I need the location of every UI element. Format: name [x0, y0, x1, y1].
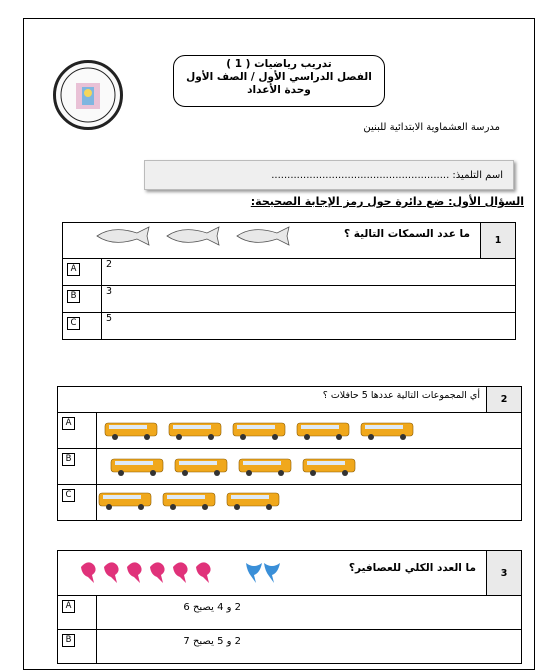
pink-bird-icon — [170, 559, 192, 585]
option-text: 2 و 5 يصبح 7 — [97, 630, 522, 664]
semester-grade: الفصل الدراسي الأول / الصف الأول — [186, 71, 372, 83]
question-number: 3 — [487, 551, 522, 596]
question-text: ما العدد الكلي للعصافير؟ — [348, 562, 476, 574]
question-text: ما عدد السمكات التالية ؟ — [343, 228, 470, 240]
fish-icon — [163, 223, 223, 249]
bus-group-a — [97, 413, 522, 449]
bus-group-b — [97, 449, 522, 485]
bus-icon — [167, 421, 225, 441]
bus-icon — [173, 457, 231, 477]
option-text: 5 — [102, 313, 516, 340]
question-2 — [57, 386, 522, 521]
option-letter[interactable]: A — [62, 417, 75, 430]
question-1 — [62, 222, 516, 340]
student-name-field[interactable]: اسم التلميذ: ........................................................ — [144, 160, 514, 190]
bus-icon — [237, 457, 295, 477]
bus-icon — [225, 491, 283, 511]
bus-icon — [161, 491, 219, 511]
worksheet-title: تدريب رياضيات ( 1 ) — [226, 58, 332, 70]
unit-name: وحدة الأعداد — [247, 84, 311, 96]
bus-group-c — [97, 485, 522, 521]
question-number: 2 — [487, 387, 522, 413]
bus-icon — [97, 491, 155, 511]
pink-bird-icon — [193, 559, 215, 585]
option-text: 2 — [102, 259, 516, 286]
worksheet-header — [173, 55, 385, 107]
option-letter[interactable]: C — [67, 317, 80, 330]
pink-bird-icon — [124, 559, 146, 585]
option-text: 2 و 4 يصبح 6 — [97, 596, 522, 630]
blue-bird-icon — [262, 559, 284, 585]
bus-icon — [359, 421, 417, 441]
pink-bird-icon — [147, 559, 169, 585]
option-letter[interactable]: A — [67, 263, 80, 276]
question-3 — [57, 550, 522, 664]
bus-icon — [295, 421, 353, 441]
bus-icon — [301, 457, 359, 477]
option-letter[interactable]: A — [62, 600, 75, 613]
bus-icon — [109, 457, 167, 477]
option-letter[interactable]: B — [62, 453, 75, 466]
option-letter[interactable]: B — [62, 634, 75, 647]
question-text: أي المجموعات التالية عددها 5 حافلات ؟ — [58, 387, 487, 413]
option-text: 3 — [102, 286, 516, 313]
pink-bird-icon — [78, 559, 100, 585]
fish-icon — [233, 223, 293, 249]
bus-icon — [103, 421, 161, 441]
school-name: مدرسة العشماوية الابتدائية للبنين — [363, 122, 500, 133]
section-title: السؤال الأول: ضع دائرة حول رمز الإجابة الصحيحة: — [250, 195, 524, 208]
school-logo — [53, 60, 123, 130]
question-number: 1 — [481, 223, 516, 259]
pink-bird-icon — [101, 559, 123, 585]
option-letter[interactable]: B — [67, 290, 80, 303]
bus-icon — [231, 421, 289, 441]
fish-icon — [93, 223, 153, 249]
option-letter[interactable]: C — [62, 489, 75, 502]
